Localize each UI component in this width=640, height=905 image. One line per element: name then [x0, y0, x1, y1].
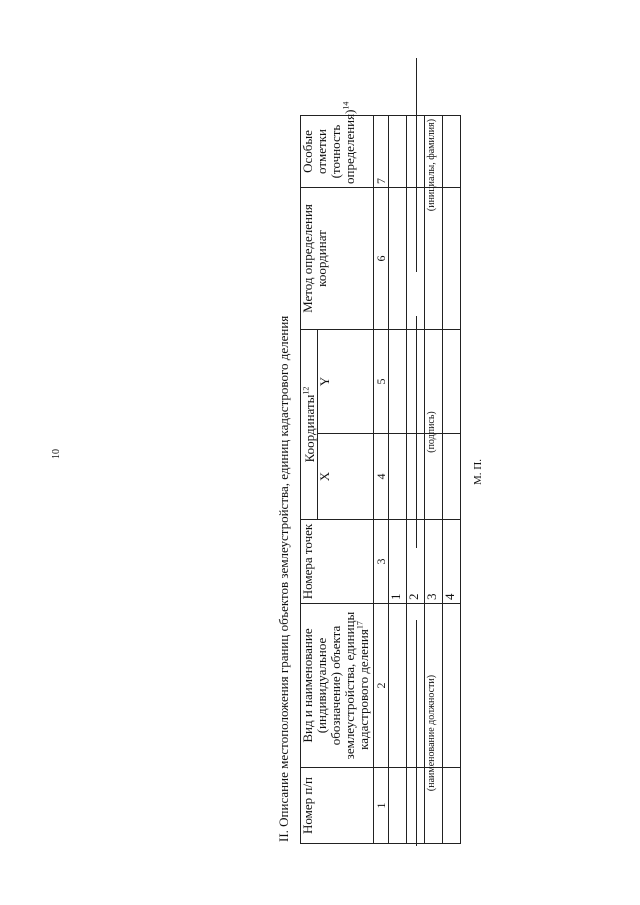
table-row [389, 115, 407, 843]
position-caption: (наименование должности) [426, 674, 437, 792]
rotated-page-content [40, 52, 600, 852]
signature-line [416, 316, 417, 548]
point-number: 3 [425, 520, 443, 604]
page-number: 10 [51, 449, 62, 459]
col-number-2: 2 [374, 604, 389, 768]
header-row-number: Номер п/п [301, 768, 374, 844]
point-number: 4 [443, 520, 461, 604]
header-y: Y [318, 329, 374, 433]
header-method: Метод определения координат [301, 187, 374, 329]
table-row [443, 115, 461, 843]
col-number-1: 1 [374, 768, 389, 844]
header-object-name: Вид и наименование (индивидуальное обозначение) объекта землеустройства, единицы кадастрового деления$^{17}$ [301, 604, 374, 768]
header-point-numbers: Номера точек [301, 520, 374, 604]
col-number-3: 3 [374, 520, 389, 604]
header-coordinates: Координаты$^{12}$ [301, 329, 318, 519]
header-special-notes: Особые отметки (точность определения)$^{14}$ [301, 115, 374, 187]
position-line [416, 620, 417, 846]
col-number-6: 6 [374, 187, 389, 329]
name-line [416, 58, 417, 272]
point-number: 1 [389, 520, 407, 604]
col-number-5: 5 [374, 329, 389, 433]
point-number: 2 [407, 520, 425, 604]
col-number-4: 4 [374, 434, 389, 520]
signature-caption: (подпись) [426, 411, 437, 453]
header-x: X [318, 434, 374, 520]
col-number-7: 7 [374, 115, 389, 187]
section-title: II. Описание местоположения границ объектов землеустройства, единиц кадастрового деления [276, 315, 291, 842]
name-caption: (инициалы, фамилия) [426, 118, 437, 212]
stamp-place-label: М. П. [472, 459, 484, 485]
